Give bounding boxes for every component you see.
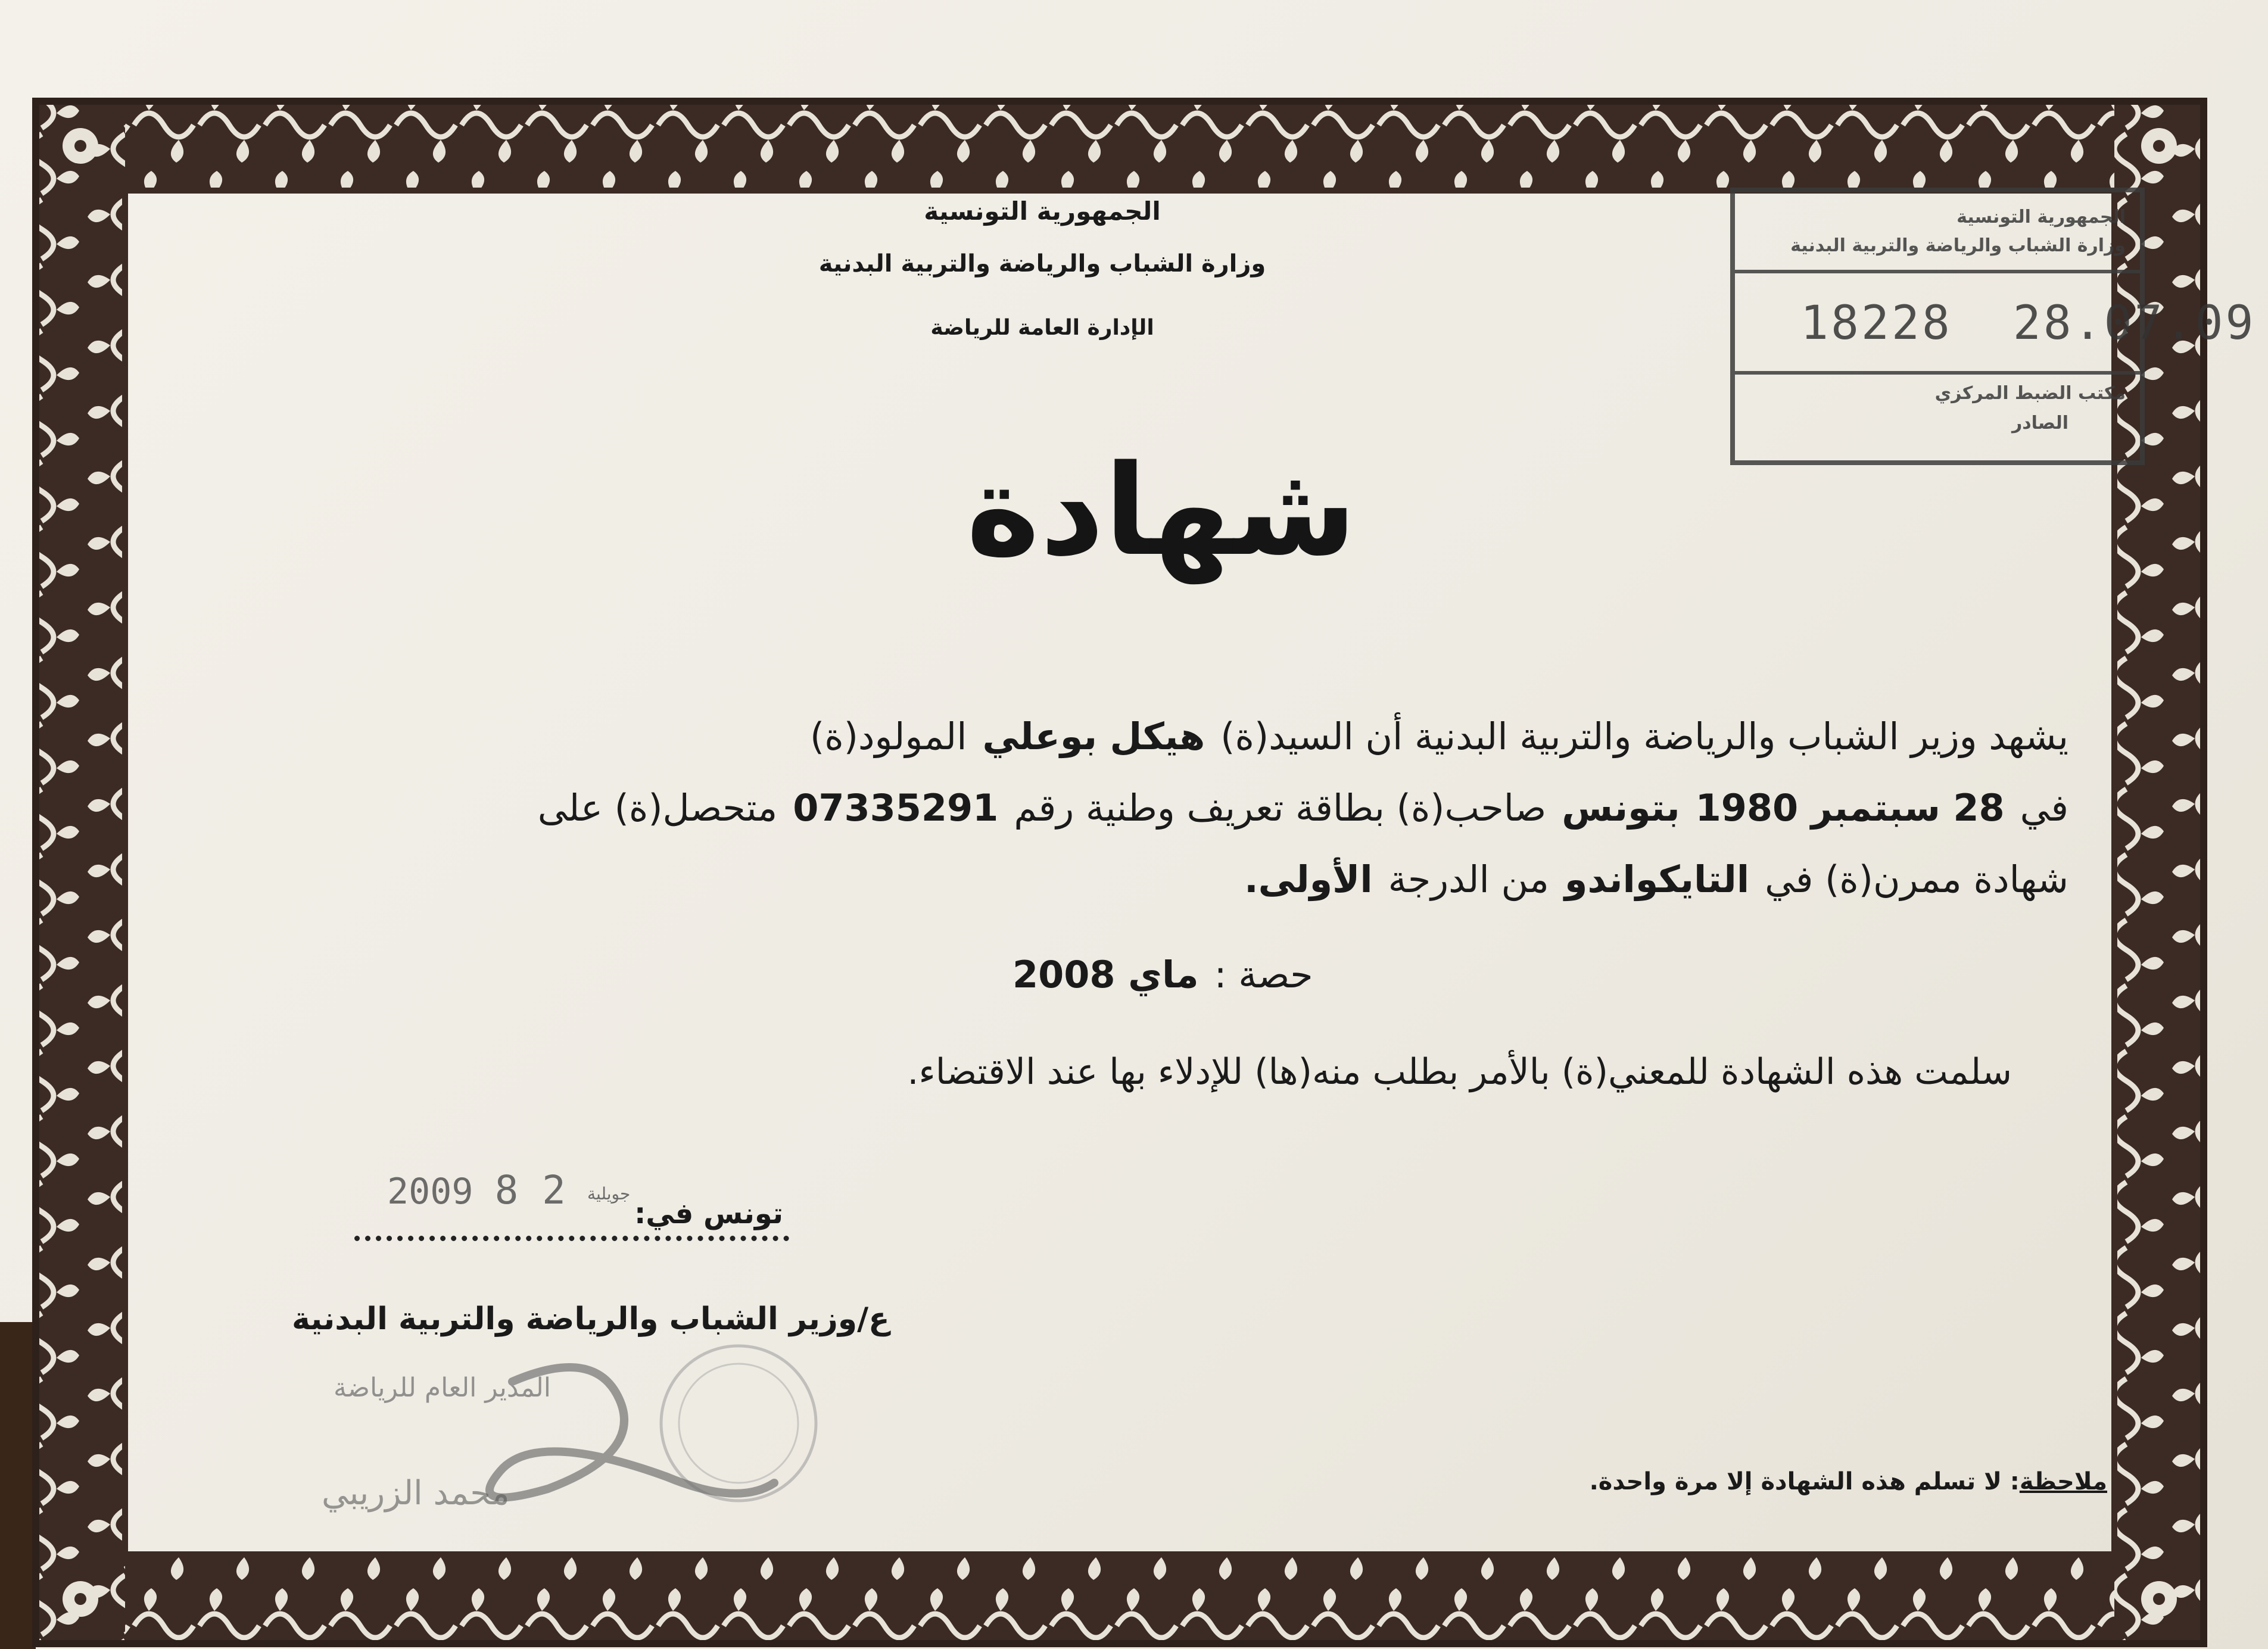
date-stamp-year: 2009	[387, 1171, 473, 1212]
body-line-2	[163, 786, 2068, 830]
body-text: من الدرجة	[1388, 858, 1549, 901]
body-text: المولود(ة)	[810, 715, 967, 758]
stamp-outgoing: الصادر	[2011, 413, 2068, 434]
certificate-title: شهادة	[966, 438, 1357, 584]
birth-place: بتونس	[1562, 786, 1680, 830]
body-text: شهادة ممرن(ة) في	[1765, 858, 2068, 901]
session-line	[1012, 953, 1313, 996]
footnote-label: ملاحظة	[2019, 1468, 2107, 1495]
registry-stamp	[1730, 188, 2256, 465]
seal-name: محمد الزريبي	[322, 1474, 510, 1513]
stamp-divider	[1735, 371, 2140, 375]
session-label: حصة :	[1214, 953, 1313, 996]
stamp-ministry: وزارة الشباب والرياضة والتربية البدنية	[1790, 235, 2126, 256]
body-line-1	[163, 715, 2068, 758]
stamp-office: مكتب الضبط المركزي	[1934, 383, 2126, 404]
id-number: 07335291	[793, 786, 999, 830]
date-stamp-day: 2 8	[494, 1167, 566, 1213]
body-text: في	[2020, 786, 2068, 830]
stamp-divider	[1735, 270, 2140, 273]
footnote-text: : لا تسلم هذه الشهادة إلا مرة واحدة.	[1589, 1468, 2020, 1495]
session-value: ماي 2008	[1012, 953, 1199, 996]
birth-date: 28 سبتمبر 1980	[1695, 786, 2005, 830]
place-date-label: تونس في:	[634, 1197, 783, 1230]
stamp-number: 18228	[1800, 297, 1952, 350]
footnote	[1590, 1468, 2107, 1495]
stamp-republic: الجمهورية التونسية	[1957, 207, 2126, 227]
body-text: متحصل(ة) على	[537, 786, 778, 830]
stamp-number-date	[1800, 297, 2255, 350]
date-stamp-month: جويلية	[587, 1183, 631, 1204]
grade: الأولى.	[1244, 858, 1373, 901]
directorate-heading: الإدارة العامة للرياضة	[930, 316, 1154, 340]
republic-heading: الجمهورية التونسية	[924, 197, 1161, 226]
body-text: يشهد وزير الشباب والرياضة والتربية البدنية أن السيد(ة)	[1220, 715, 2068, 758]
stamp-date: 28.07.09	[2012, 297, 2256, 350]
discipline: التايكواندو	[1564, 858, 1750, 901]
body-text: صاحب(ة) بطاقة تعريف وطنية رقم	[1014, 786, 1547, 830]
seal-title: المدير العام للرياضة	[334, 1373, 552, 1403]
minister-signatory: ع/وزير الشباب والرياضة والتربية البدنية	[292, 1301, 890, 1337]
ministry-heading: وزارة الشباب والرياضة والتربية البدنية	[818, 250, 1266, 278]
official-seal-signature	[286, 1334, 881, 1548]
body-line-3	[163, 858, 2068, 901]
date-dotted-line	[354, 1236, 789, 1241]
holder-name: هيكل بوعلي	[982, 715, 1205, 758]
delivery-statement: سلمت هذه الشهادة للمعني(ة) بالأمر بطلب منه(ها) للإدلاء بها عند الاقتضاء.	[907, 1051, 2012, 1093]
